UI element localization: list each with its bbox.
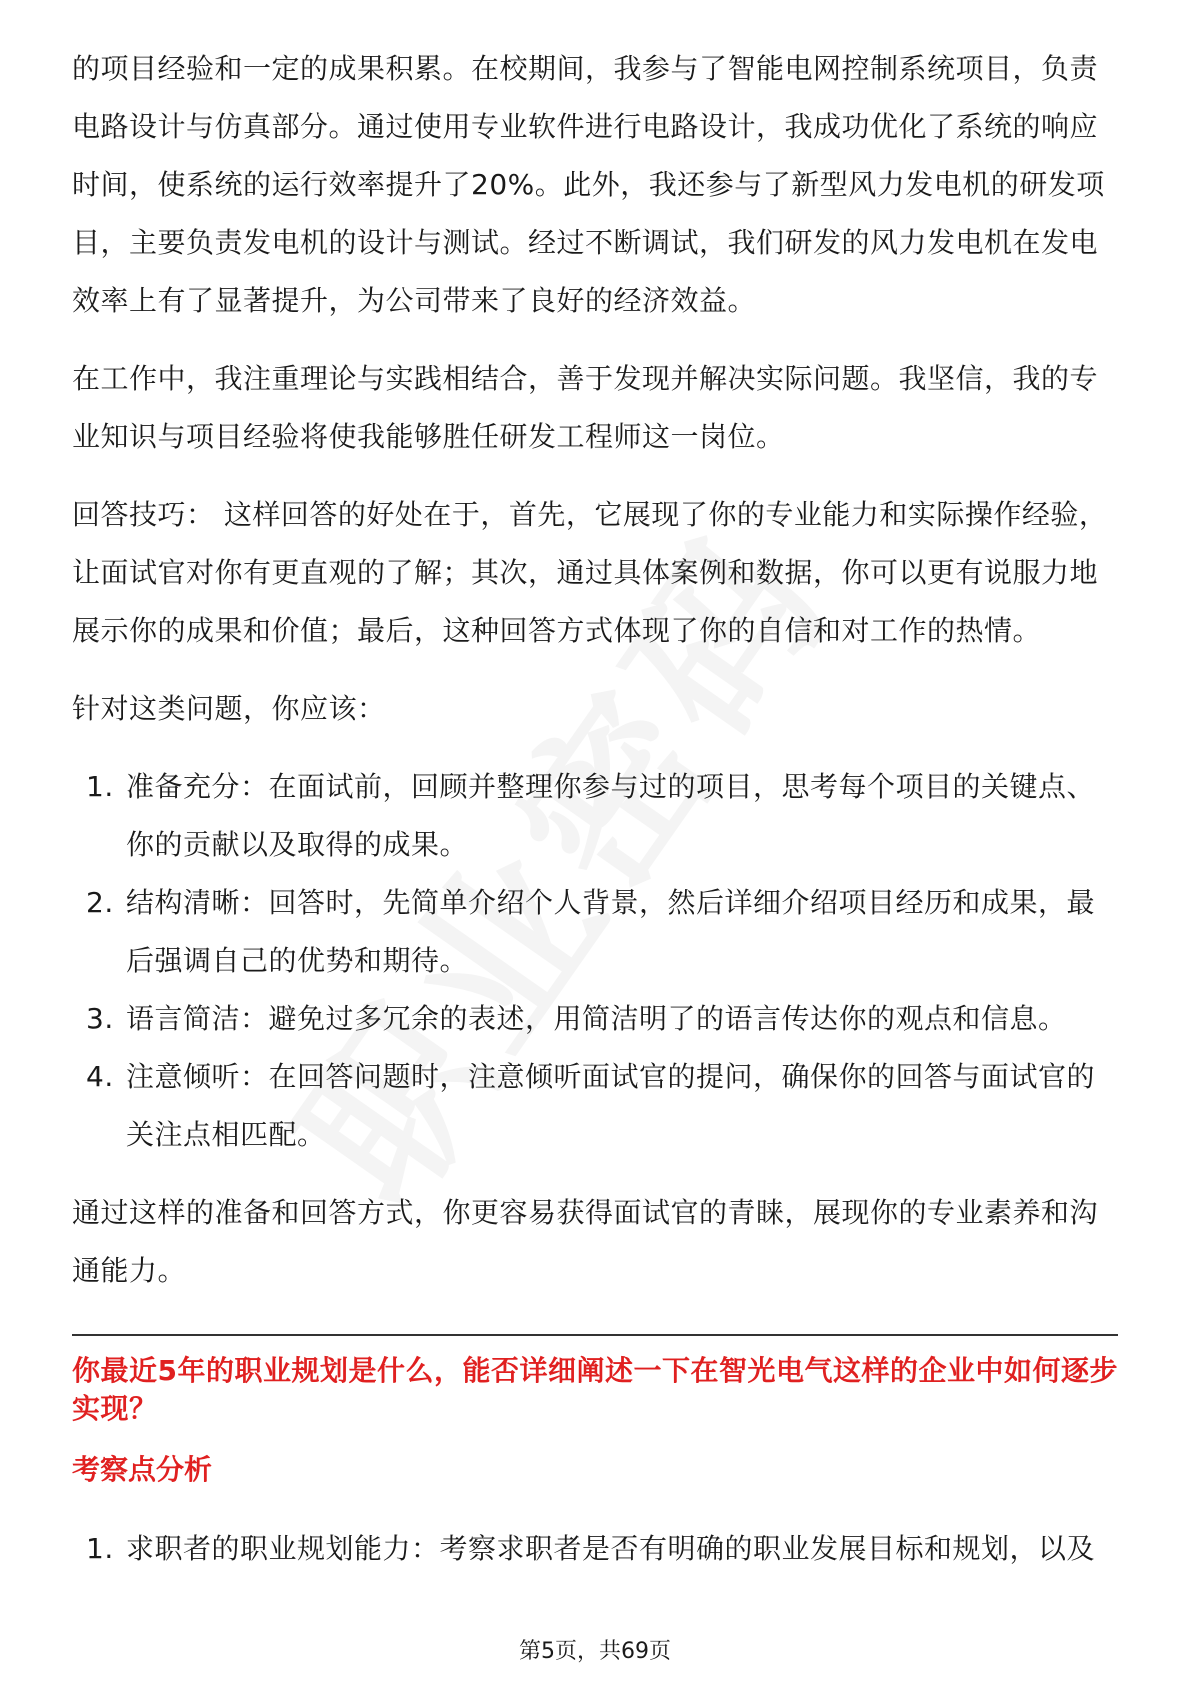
list-number: 3. (86, 1002, 114, 1035)
list-item-text: 准备充分：在面试前，回顾并整理你参与过的项目，思考每个项目的关键点、你的贡献以及取得的成果。 (126, 770, 1096, 861)
analysis-list (72, 1520, 1118, 1578)
tips-list (72, 758, 1118, 1164)
list-item-text: 注意倾听：在回答问题时，注意倾听面试官的提问，确保你的回答与面试官的关注点相匹配。 (126, 1060, 1096, 1151)
analysis-subheading: 考察点分析 (72, 1453, 213, 1486)
section-divider (72, 1334, 1118, 1336)
list-item (72, 1048, 1118, 1164)
list-item (72, 758, 1118, 874)
paragraph-work-philosophy: 在工作中，我注重理论与实践相结合，善于发现并解决实际问题。我坚信，我的专业知识与项目经验将使我能够胜任研发工程师这一岗位。 (72, 362, 1099, 453)
paragraph-intro-list: 针对这类问题，你应该： (72, 692, 386, 725)
interview-question-heading: 你最近5年的职业规划是什么，能否详细阐述一下在智光电气这样的企业中如何逐步实现？ (72, 1354, 1118, 1425)
document-page (72, 40, 1118, 1598)
list-item-text: 求职者的职业规划能力：考察求职者是否有明确的职业发展目标和规划，以及 (126, 1532, 1096, 1565)
page-footer: 第5页，共69页 (519, 1639, 671, 1664)
list-number: 2. (86, 886, 114, 919)
list-item-text: 语言简洁：避免过多冗余的表述，用简洁明了的语言传达你的观点和信息。 (126, 1002, 1067, 1035)
list-item-text: 结构清晰：回答时，先简单介绍个人背景，然后详细介绍项目经历和成果，最后强调自己的优势和期待。 (126, 886, 1096, 977)
list-number: 1. (86, 770, 114, 803)
list-item (72, 990, 1118, 1048)
list-number: 1. (86, 1532, 114, 1565)
list-item (72, 874, 1118, 990)
paragraph-answer-tips: 回答技巧： 这样回答的好处在于，首先，它展现了你的专业能力和实际操作经验，让面试官对你有更直观的了解；其次，通过具体案例和数据，你可以更有说服力地展示你的成果和价值；最后，这种回答方式体现了你的自信和对工作的热情。 (72, 498, 1108, 647)
list-number: 4. (86, 1060, 114, 1093)
paragraph-project-experience: 的项目经验和一定的成果积累。在校期间，我参与了智能电网控制系统项目，负责电路设计与仿真部分。通过使用专业软件进行电路设计，我成功优化了系统的响应时间，使系统的运行效率提升了20%。此外，我还参与了新型风力发电机的研发项目，主要负责发电机的设计与测试。经过不断调试，我们研发的风力发电机在发电效率上有了显著提升，为公司带来了良好的经济效益。 (72, 52, 1105, 317)
paragraph-conclusion: 通过这样的准备和回答方式，你更容易获得面试官的青睐，展现你的专业素养和沟通能力。 (72, 1196, 1099, 1287)
list-item (72, 1520, 1118, 1578)
